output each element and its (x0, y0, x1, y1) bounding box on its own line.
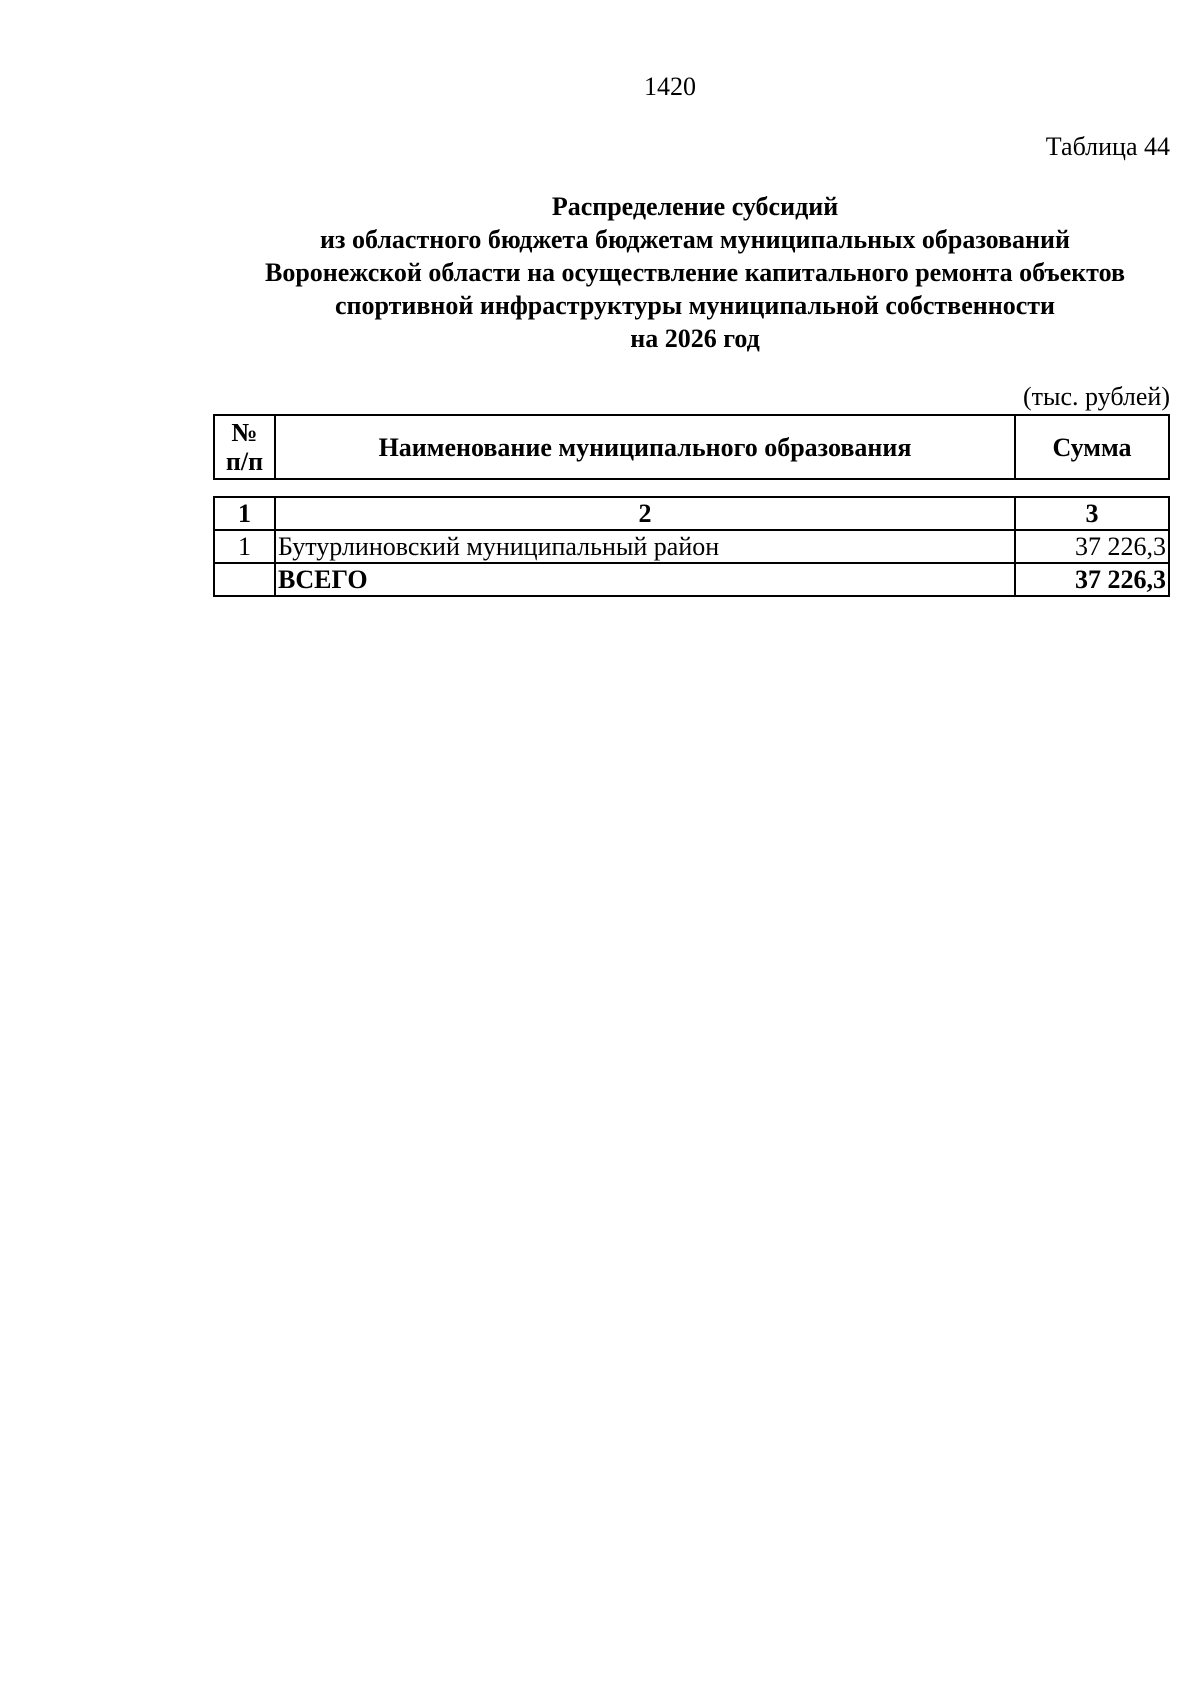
title-line: на 2026 год (630, 324, 760, 353)
table-header (213, 414, 1170, 480)
column-number: 1 (214, 497, 275, 530)
header-number (214, 415, 275, 479)
row-number: 1 (214, 530, 275, 563)
column-number: 2 (275, 497, 1015, 530)
total-label: ВСЕГО (275, 563, 1015, 596)
header-number-line1: № (231, 418, 258, 447)
title-line: из областного бюджета бюджетам муниципальных образований (320, 225, 1070, 254)
row-name: Бутурлиновский муниципальный район (275, 530, 1015, 563)
column-number: 3 (1015, 497, 1169, 530)
data-table (213, 496, 1170, 597)
total-sum: 37 226,3 (1015, 563, 1169, 596)
table-row (214, 530, 1169, 563)
total-empty-cell (214, 563, 275, 596)
header-row (214, 415, 1169, 479)
header-number-line2: п/п (225, 447, 264, 476)
row-sum: 37 226,3 (1015, 530, 1169, 563)
document-title (195, 190, 1195, 355)
title-line: спортивной инфраструктуры муниципальной собственности (334, 291, 1056, 320)
header-sum: Сумма (1015, 415, 1169, 479)
table-label: Таблица 44 (1045, 132, 1170, 161)
units-note: (тыс. рублей) (1022, 382, 1170, 411)
title-line: Распределение субсидий (551, 192, 839, 221)
column-number-row (214, 497, 1169, 530)
header-name: Наименование муниципального образования (275, 415, 1015, 479)
page-number: 1420 (644, 72, 696, 101)
total-row (214, 563, 1169, 596)
title-line: Воронежской области на осуществление капитального ремонта объектов (264, 258, 1125, 287)
